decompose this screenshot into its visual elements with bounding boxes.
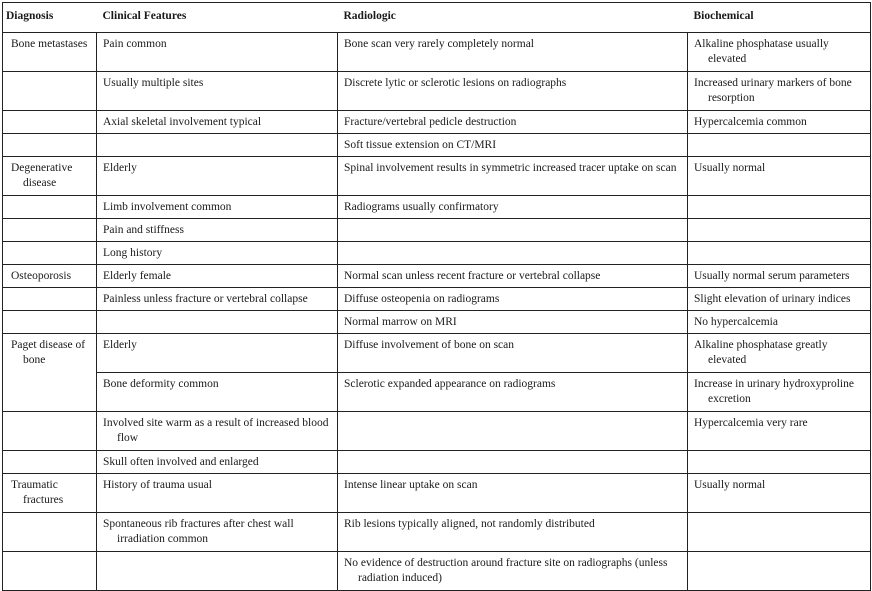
table-row — [3, 219, 871, 242]
diagnosis-cell — [3, 196, 97, 219]
radiologic-cell — [338, 134, 688, 157]
radiologic-text: Soft tissue extension on CT/MRI — [344, 139, 497, 151]
header-radiologic: Radiologic — [338, 3, 688, 33]
table-row — [3, 334, 871, 373]
table-row — [3, 373, 871, 412]
biochemical-text: Usually normal — [694, 162, 766, 174]
biochemical-text: Increase in urinary hydroxyproline excretion — [694, 378, 854, 405]
biochemical-text: Hypercalcemia very rare — [694, 417, 808, 429]
table-row — [3, 552, 871, 591]
clinical-cell — [97, 513, 338, 552]
biochemical-text: Usually normal serum parameters — [694, 270, 850, 282]
table-row — [3, 288, 871, 311]
biochemical-cell — [688, 412, 871, 451]
biochemical-text: Increased urinary markers of bone resorption — [694, 77, 852, 104]
diagnosis-text: Paget disease of bone — [11, 339, 86, 366]
clinical-cell — [97, 474, 338, 513]
header-diagnosis: Diagnosis — [3, 3, 97, 33]
radiologic-text: Diffuse involvement of bone on scan — [344, 339, 515, 351]
radiologic-cell — [338, 334, 688, 373]
radiologic-text: Intense linear uptake on scan — [344, 479, 478, 491]
diagnosis-cell — [3, 552, 97, 591]
clinical-cell — [97, 412, 338, 451]
radiologic-text: Rib lesions typically aligned, not randomly distributed — [344, 518, 595, 530]
diagnosis-cell — [3, 513, 97, 552]
table-row — [3, 134, 871, 157]
clinical-text: History of trauma usual — [103, 479, 212, 491]
table-row — [3, 311, 871, 334]
radiologic-cell — [338, 373, 688, 412]
clinical-cell — [97, 373, 338, 412]
biochemical-cell — [688, 373, 871, 412]
diagnosis-cell — [3, 111, 97, 134]
header-row — [3, 3, 871, 33]
biochemical-cell — [688, 552, 871, 591]
diagnosis-cell — [3, 219, 97, 242]
clinical-cell — [97, 451, 338, 474]
radiologic-cell — [338, 157, 688, 196]
differential-diagnosis-table-container — [2, 2, 870, 591]
biochemical-cell — [688, 157, 871, 196]
radiologic-cell — [338, 474, 688, 513]
header-clinical-features: Clinical Features — [97, 3, 338, 33]
clinical-text: Bone deformity common — [103, 378, 219, 390]
biochemical-cell — [688, 288, 871, 311]
clinical-text: Painless unless fracture or vertebral collapse — [103, 293, 308, 305]
diagnosis-cell — [3, 288, 97, 311]
table-body — [3, 33, 871, 591]
radiologic-cell — [338, 513, 688, 552]
table-row — [3, 242, 871, 265]
radiologic-cell — [338, 412, 688, 451]
biochemical-cell — [688, 134, 871, 157]
diagnosis-text: Traumatic fractures — [11, 479, 64, 506]
clinical-cell — [97, 334, 338, 373]
clinical-cell — [97, 242, 338, 265]
clinical-text: Spontaneous rib fractures after chest wall irradiation common — [103, 518, 294, 545]
biochemical-cell — [688, 513, 871, 552]
biochemical-cell — [688, 72, 871, 111]
diagnosis-cell — [3, 157, 97, 196]
radiologic-text: Normal marrow on MRI — [344, 316, 457, 328]
table-row — [3, 412, 871, 451]
biochemical-text: Alkaline phosphatase usually elevated — [694, 38, 829, 65]
clinical-text: Long history — [103, 247, 163, 259]
biochemical-cell — [688, 265, 871, 288]
clinical-text: Skull often involved and enlarged — [103, 456, 259, 468]
biochemical-cell — [688, 451, 871, 474]
clinical-text: Pain common — [103, 38, 167, 50]
clinical-cell — [97, 72, 338, 111]
clinical-cell — [97, 196, 338, 219]
clinical-text: Involved site warm as a result of increased blood flow — [103, 417, 329, 444]
table-row — [3, 265, 871, 288]
clinical-text: Elderly — [103, 339, 137, 351]
header-biochemical: Biochemical — [688, 3, 871, 33]
diagnosis-text: Degenerative disease — [11, 162, 73, 189]
biochemical-cell — [688, 242, 871, 265]
radiologic-cell — [338, 72, 688, 111]
clinical-text: Pain and stiffness — [103, 224, 184, 236]
diagnosis-text: Osteoporosis — [11, 270, 72, 282]
biochemical-text: Slight elevation of urinary indices — [694, 293, 851, 305]
radiologic-text: Bone scan very rarely completely normal — [344, 38, 534, 50]
clinical-cell — [97, 111, 338, 134]
radiologic-cell — [338, 111, 688, 134]
radiologic-text: No evidence of destruction around fracture site on radiographs (unless radiation induced) — [344, 557, 668, 584]
biochemical-text: Alkaline phosphatase greatly elevated — [694, 339, 828, 366]
table-row — [3, 196, 871, 219]
radiologic-cell — [338, 552, 688, 591]
diagnosis-cell — [3, 451, 97, 474]
radiologic-text: Radiograms usually confirmatory — [344, 201, 499, 213]
clinical-cell — [97, 265, 338, 288]
diagnosis-text: Bone metastases — [11, 38, 88, 50]
table-row — [3, 72, 871, 111]
clinical-text: Axial skeletal involvement typical — [103, 116, 262, 128]
clinical-cell — [97, 219, 338, 242]
biochemical-text: Hypercalcemia common — [694, 116, 807, 128]
biochemical-cell — [688, 311, 871, 334]
table-row — [3, 474, 871, 513]
differential-diagnosis-table — [2, 2, 871, 591]
diagnosis-cell — [3, 265, 97, 288]
clinical-text: Elderly female — [103, 270, 172, 282]
table-row — [3, 451, 871, 474]
diagnosis-cell — [3, 474, 97, 513]
clinical-text: Elderly — [103, 162, 137, 174]
radiologic-text: Normal scan unless recent fracture or vertebral collapse — [344, 270, 601, 282]
radiologic-cell — [338, 33, 688, 72]
diagnosis-cell — [3, 33, 97, 72]
clinical-cell — [97, 33, 338, 72]
table-row — [3, 157, 871, 196]
biochemical-cell — [688, 111, 871, 134]
diagnosis-cell — [3, 134, 97, 157]
table-row — [3, 33, 871, 72]
biochemical-text: Usually normal — [694, 479, 766, 491]
biochemical-text: No hypercalcemia — [694, 316, 778, 328]
clinical-text: Limb involvement common — [103, 201, 232, 213]
radiologic-text: Spinal involvement results in symmetric increased tracer uptake on scan — [344, 162, 677, 174]
radiologic-cell — [338, 219, 688, 242]
radiologic-text: Fracture/vertebral pedicle destruction — [344, 116, 517, 128]
radiologic-cell — [338, 451, 688, 474]
radiologic-cell — [338, 288, 688, 311]
diagnosis-cell — [3, 334, 97, 412]
diagnosis-cell — [3, 412, 97, 451]
diagnosis-cell — [3, 242, 97, 265]
table-row — [3, 111, 871, 134]
diagnosis-cell — [3, 311, 97, 334]
radiologic-cell — [338, 242, 688, 265]
radiologic-text: Diffuse osteopenia on radiograms — [344, 293, 500, 305]
radiologic-text: Sclerotic expanded appearance on radiograms — [344, 378, 556, 390]
biochemical-cell — [688, 219, 871, 242]
biochemical-cell — [688, 334, 871, 373]
clinical-cell — [97, 157, 338, 196]
clinical-cell — [97, 311, 338, 334]
table-header — [3, 3, 871, 33]
radiologic-text: Discrete lytic or sclerotic lesions on radiographs — [344, 77, 567, 89]
radiologic-cell — [338, 196, 688, 219]
biochemical-cell — [688, 474, 871, 513]
clinical-cell — [97, 552, 338, 591]
clinical-cell — [97, 134, 338, 157]
radiologic-cell — [338, 311, 688, 334]
table-row — [3, 513, 871, 552]
clinical-text: Usually multiple sites — [103, 77, 204, 89]
diagnosis-cell — [3, 72, 97, 111]
radiologic-cell — [338, 265, 688, 288]
clinical-cell — [97, 288, 338, 311]
biochemical-cell — [688, 33, 871, 72]
biochemical-cell — [688, 196, 871, 219]
